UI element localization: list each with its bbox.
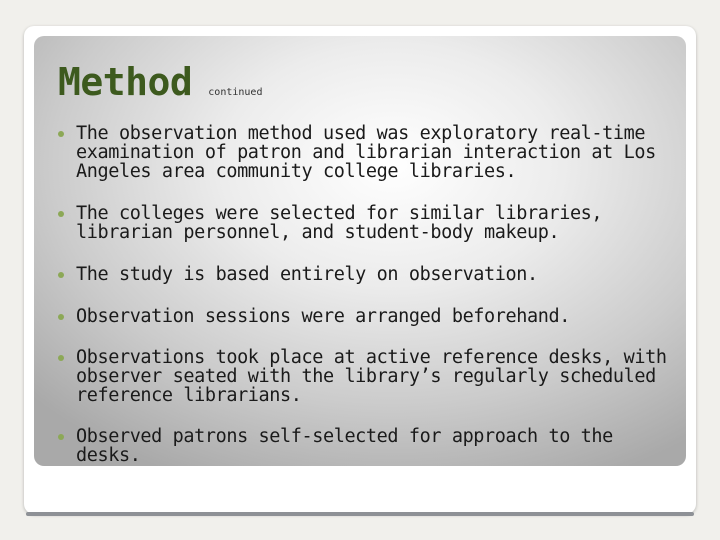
bullet-item [58,348,678,405]
bullet-text: Observed patrons self-selected for approach to the desks. [76,426,613,466]
bullet-text: Observation sessions were arranged beforehand. [76,306,570,327]
bullet-item [58,124,678,181]
slide-subtitle: continued [208,87,263,98]
bullet-text: Observations took place at active reference desks, with observer seated with the library’s regularly scheduled reference librarians. [76,347,667,406]
bullet-dot-icon [58,314,64,320]
bullet-item [58,427,678,465]
bullet-text: The colleges were selected for similar libraries, librarian personnel, and student-body makeup. [76,203,603,243]
bullet-item [58,307,678,326]
bullet-item [58,265,678,284]
title-row [58,58,262,106]
bullet-text: The study is based entirely on observation. [76,264,538,285]
slide-bottom-border [26,512,694,516]
bullet-dot-icon [58,131,64,137]
bullet-dot-icon [58,355,64,361]
bullet-dot-icon [58,272,64,278]
bullet-text: The observation method used was exploratory real-time examination of patron and librarian interaction at Los Angeles area community college libraries. [76,123,656,182]
slide-title: Method [58,60,193,104]
bullet-dot-icon [58,434,64,440]
bullet-list [58,124,678,465]
bullet-dot-icon [58,211,64,217]
bullet-item [58,204,678,242]
